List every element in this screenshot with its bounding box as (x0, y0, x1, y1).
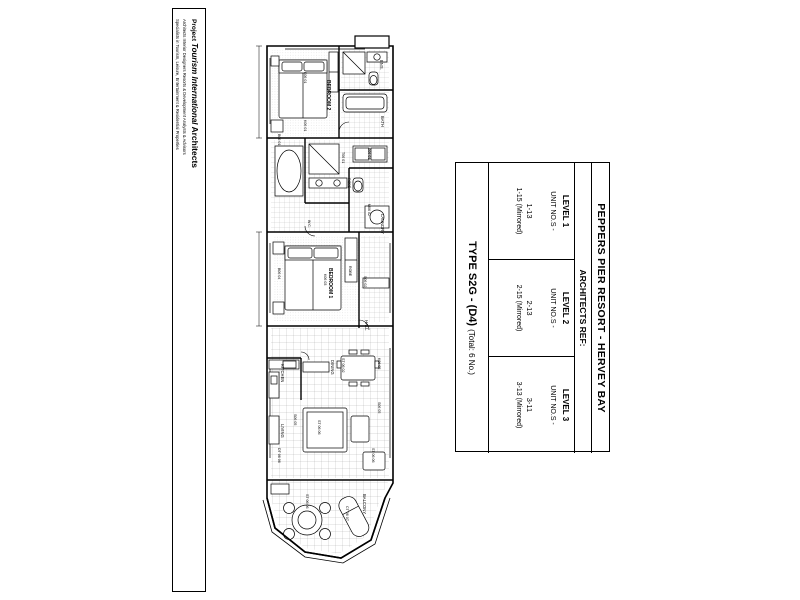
furniture-code: CT 06 07 (345, 506, 349, 521)
furniture-code: S06 05 (293, 414, 297, 426)
furniture-code: K06 05 (377, 358, 381, 370)
level-3-mirrored: 3-13 (Mirrored) (515, 381, 522, 429)
architects-ref-label: ARCHITECTS REF: (574, 163, 591, 453)
furniture-code: S06 01 (367, 148, 371, 160)
room-label-living: LIVING (280, 424, 285, 438)
furniture-code: B06 04 (277, 268, 281, 280)
room-label-ensuite: ENS. (379, 60, 384, 70)
firm-disciplines: Architects Interior Designers Resorts & Development Analysts & Advisors (182, 19, 187, 155)
level-column-3 (489, 357, 574, 453)
unit-type-label (456, 163, 488, 453)
furniture-code: K06 03 (323, 274, 327, 286)
furniture-code: T06 01 (341, 152, 345, 164)
floor-plan-drawing (245, 28, 425, 568)
room-label-wc: W.C. (307, 220, 311, 228)
level-1-label: LEVEL 1 (561, 194, 570, 228)
firm-specialty: Specialists in Tourism, Leisure, Entertainment & Residential Properties (175, 19, 180, 150)
level-3-label: LEVEL 3 (561, 388, 570, 422)
project-info-panel (455, 162, 610, 452)
levels-table (488, 163, 574, 453)
level-2-label: LEVEL 2 (561, 291, 570, 325)
firm-architects: Architects (190, 126, 200, 169)
room-label-robe-lower: ROBE (348, 266, 352, 277)
level-1-mirrored: 1-15 (Mirrored) (515, 187, 522, 235)
title-block (172, 8, 206, 592)
level-1-numbers: 1-13 (525, 203, 534, 219)
furniture-code: S06 05 (377, 402, 381, 414)
furniture-code: DT 06 06 (277, 448, 281, 463)
furniture-code: ST 06 06 (305, 494, 309, 509)
level-2-mirrored: 2-15 (Mirrored) (515, 284, 522, 332)
furniture-code: B06 01 (277, 134, 281, 146)
room-label-dining: DINING (330, 360, 335, 375)
firm-name: Tourism International (190, 43, 199, 125)
furniture-code: ST 06 06 (317, 420, 321, 435)
level-3-unit-label: UNIT NO.S - (549, 385, 556, 425)
furniture-code: K06 01 (303, 120, 307, 132)
room-label-laundry: LAUNDRY (380, 214, 385, 234)
project-title: PEPPERS PIER RESORT - HERVEY BAY (591, 163, 611, 453)
level-2-unit-label: UNIT NO.S - (549, 288, 556, 328)
level-column-2 (489, 260, 574, 357)
room-label-bath: BATH (380, 116, 385, 127)
room-label-kitchen: KITCHEN (280, 364, 285, 383)
level-3-numbers: 3-11 (525, 397, 534, 413)
level-column-1 (489, 163, 574, 260)
level-1-unit-label: UNIT NO.S - (549, 191, 556, 231)
furniture-code: ST 06 06 (371, 448, 375, 463)
furniture-code: S06 02 (363, 276, 367, 288)
furniture-code: ST 06 02 (341, 358, 345, 373)
room-label-bedroom-1: BEDROOM 1 (327, 268, 333, 299)
firm-project-label: Project (190, 19, 197, 42)
room-label-hall: HALL (364, 320, 369, 331)
furniture-code: M06 02 (367, 204, 371, 216)
furniture-code: K06 01 (303, 72, 307, 84)
unit-type-code: TYPE S2G - (D4) (466, 241, 478, 327)
unit-type-total: (Total: 6 No.) (467, 329, 476, 375)
level-2-numbers: 2-13 (525, 300, 534, 316)
room-label-robe-upper: ROBE (347, 178, 351, 189)
room-label-bedroom-2: BEDROOM 2 (325, 80, 331, 111)
firm-name-block (189, 19, 199, 168)
room-label-balcony: BALCONY (362, 494, 367, 515)
